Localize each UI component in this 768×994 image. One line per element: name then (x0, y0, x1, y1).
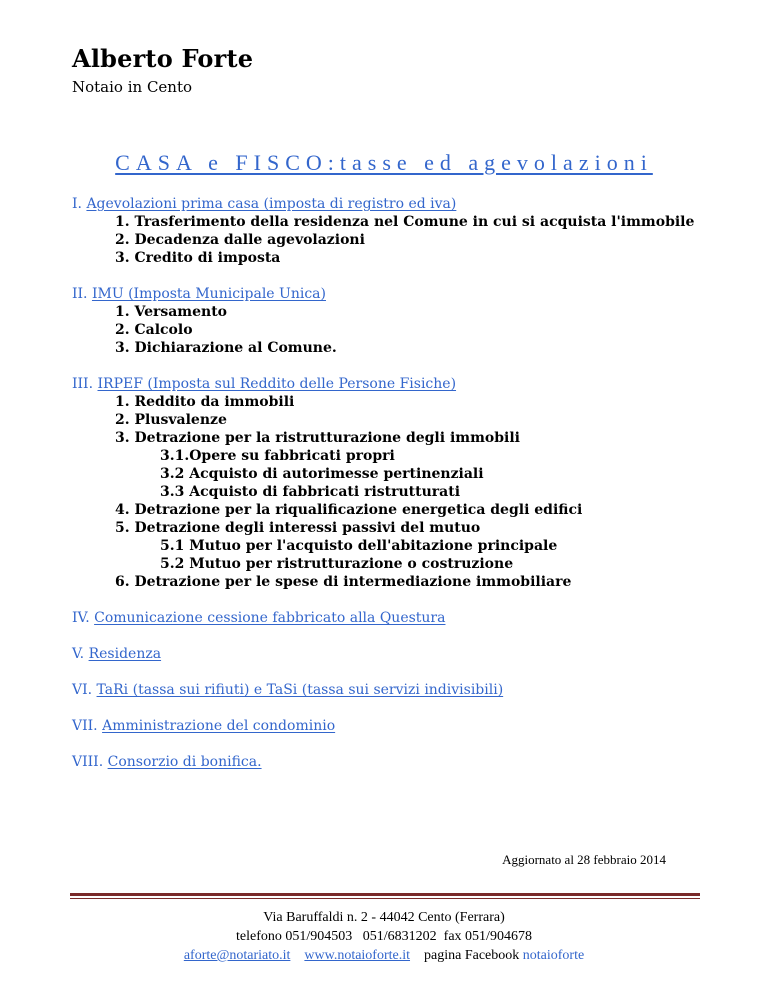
section-7 (72, 718, 335, 734)
author-subtitle: Notaio in Cento (72, 78, 193, 96)
toc-item: 1. Trasferimento della residenza nel Comune in cui si acquista l'immobile (115, 214, 695, 230)
toc-item: 6. Detrazione per le spese di intermediazione immobiliare (115, 574, 572, 590)
toc-subitem: 3.3 Acquisto di fabbricati ristrutturati (160, 484, 461, 500)
toc-item: 5. Detrazione degli interessi passivi del mutuo (115, 520, 481, 536)
section-3 (72, 376, 456, 392)
toc-subitem: 5.1 Mutuo per l'acquisto dell'abitazione principale (160, 538, 558, 554)
section-number: VI. (72, 682, 93, 698)
footer-address: Via Baruffaldi n. 2 - 44042 Cento (Ferrara) (263, 910, 505, 925)
section-number: V. (72, 646, 85, 662)
section-link-tari-tasi[interactable]: TaRi (tassa sui rifiuti) e TaSi (tassa sui servizi indivisibili) (96, 682, 504, 698)
section-1 (72, 196, 456, 212)
author-name: Alberto Forte (72, 44, 254, 73)
section-number: IV. (72, 610, 90, 626)
facebook-label: pagina Facebook (424, 948, 520, 963)
section-number: III. (72, 376, 94, 392)
section-2 (72, 286, 326, 302)
updated-date: Aggiornato al 28 febbraio 2014 (502, 852, 666, 867)
toc-item: 3. Credito di imposta (115, 250, 281, 266)
section-8 (72, 754, 262, 770)
footer-links (0, 948, 768, 964)
section-link-bonifica[interactable]: Consorzio di bonifica. (107, 754, 262, 770)
section-5 (72, 646, 161, 662)
footer-phones: telefono 051/904503 051/6831202 fax 051/904678 (236, 929, 532, 944)
toc-item: 3. Dichiarazione al Comune. (115, 340, 337, 356)
toc-subitem: 5.2 Mutuo per ristrutturazione o costruzione (160, 556, 514, 572)
section-link-condominio[interactable]: Amministrazione del condominio (102, 718, 336, 734)
toc-item: 2. Decadenza dalle agevolazioni (115, 232, 365, 248)
document-title: CASA e FISCO:tasse ed agevolazioni (115, 150, 653, 175)
section-link-residenza[interactable]: Residenza (88, 646, 162, 662)
footer-divider-thin (70, 898, 700, 899)
toc-subitem: 3.1.Opere su fabbricati propri (160, 448, 395, 464)
toc-item: 2. Plusvalenze (115, 412, 227, 428)
footer-divider (70, 893, 700, 896)
facebook-handle[interactable]: notaioforte (522, 948, 585, 963)
section-link-questura[interactable]: Comunicazione cessione fabbricato alla Questura (94, 610, 446, 626)
toc-item: 2. Calcolo (115, 322, 193, 338)
section-number: I. (72, 196, 82, 212)
section-link-imu[interactable]: IMU (Imposta Municipale Unica) (91, 286, 326, 302)
section-number: II. (72, 286, 88, 302)
section-4 (72, 610, 445, 626)
toc-item: 3. Detrazione per la ristrutturazione degli immobili (115, 430, 520, 446)
section-number: VII. (72, 718, 98, 734)
toc-subitem: 3.2 Acquisto di autorimesse pertinenziali (160, 466, 484, 482)
toc-item: 4. Detrazione per la riqualificazione energetica degli edifici (115, 502, 583, 518)
toc-item: 1. Versamento (115, 304, 228, 320)
email-link[interactable]: aforte@notariato.it (183, 948, 291, 963)
toc-item: 1. Reddito da immobili (115, 394, 295, 410)
section-6 (72, 682, 503, 698)
section-number: VIII. (72, 754, 104, 770)
section-link-agevolazioni[interactable]: Agevolazioni prima casa (imposta di registro ed iva) (86, 196, 457, 212)
website-link[interactable]: www.notaioforte.it (304, 948, 411, 963)
section-link-irpef[interactable]: IRPEF (Imposta sul Reddito delle Persone Fisiche) (97, 376, 457, 392)
